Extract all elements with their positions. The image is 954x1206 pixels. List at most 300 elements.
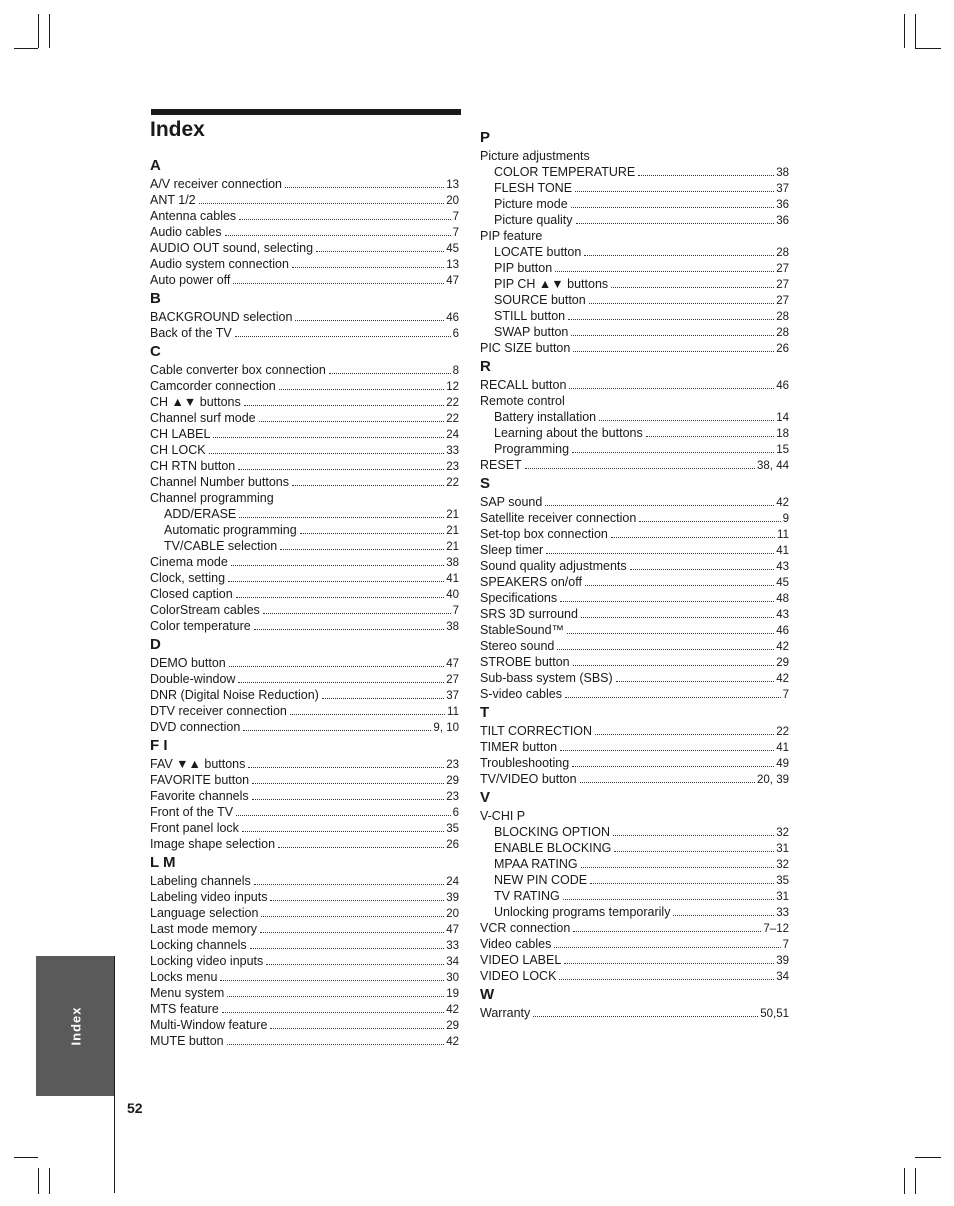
- index-entry: [150, 756, 459, 772]
- index-entry: [150, 618, 459, 634]
- dot-leader: [222, 1012, 444, 1013]
- dot-leader: [546, 553, 774, 554]
- entry-term: SAP sound: [480, 495, 543, 509]
- entry-page: 22: [446, 477, 459, 489]
- index-entry: [480, 526, 789, 542]
- dot-leader: [580, 782, 755, 783]
- entry-page: 46: [776, 380, 789, 392]
- entry-page: 20: [446, 908, 459, 920]
- entry-term: VIDEO LOCK: [480, 969, 557, 983]
- dot-leader: [630, 569, 775, 570]
- entry-page: 9, 10: [433, 722, 459, 734]
- title-rule: [151, 109, 461, 115]
- entry-term: Specifications: [480, 591, 558, 605]
- entry-page: 27: [776, 295, 789, 307]
- entry-page: 31: [776, 843, 789, 855]
- entry-term: PIP CH ▲▼ buttons: [494, 277, 609, 291]
- crop-mark: [915, 1157, 941, 1158]
- entry-term: DEMO button: [150, 656, 226, 670]
- entry-term: Cinema mode: [150, 555, 228, 569]
- entry-page: 29: [446, 775, 459, 787]
- entry-page: 8: [452, 365, 459, 377]
- entry-page: 50,51: [760, 1008, 789, 1020]
- entry-page: 11: [777, 529, 789, 541]
- entry-term: TV/CABLE selection: [164, 539, 278, 553]
- entry-page: 47: [446, 658, 459, 670]
- entry-page: 36: [776, 215, 789, 227]
- entry-term: FLESH TONE: [494, 181, 573, 195]
- entry-term: Set-top box connection: [480, 527, 608, 541]
- index-entry: [480, 638, 789, 654]
- entry-term: Automatic programming: [164, 523, 297, 537]
- section-letter: R: [480, 358, 491, 375]
- index-subentry: [480, 180, 789, 196]
- index-entry: [150, 655, 459, 671]
- index-entry: [150, 1017, 459, 1033]
- entry-term: CH ▲▼ buttons: [150, 395, 241, 409]
- dot-leader: [554, 947, 780, 948]
- entry-page: 42: [446, 1004, 459, 1016]
- dot-leader: [285, 187, 444, 188]
- dot-leader: [239, 219, 450, 220]
- index-entry: [150, 703, 459, 719]
- dot-leader: [260, 932, 444, 933]
- index-subentry: [150, 522, 459, 538]
- dot-leader: [322, 698, 444, 699]
- entry-term: Troubleshooting: [480, 756, 570, 770]
- dot-leader: [227, 1044, 445, 1045]
- index-entry: [480, 542, 789, 558]
- index-entry: [150, 719, 459, 735]
- entry-term: Auto power off: [150, 273, 231, 287]
- dot-leader: [525, 468, 755, 469]
- crop-mark: [904, 14, 905, 48]
- entry-term: Audio cables: [150, 225, 222, 239]
- index-entry: [150, 240, 459, 256]
- entry-page: 41: [446, 573, 459, 585]
- entry-term: ANT 1/2: [150, 193, 196, 207]
- entry-term: SPEAKERS on/off: [480, 575, 582, 589]
- index-entry: [150, 937, 459, 953]
- entry-page: 7: [782, 689, 789, 701]
- index-entry: [480, 1005, 789, 1021]
- entry-term: Front panel lock: [150, 821, 239, 835]
- crop-mark: [38, 1168, 39, 1194]
- entry-page: 38, 44: [757, 460, 789, 472]
- entry-term: SWAP button: [494, 325, 569, 339]
- index-subentry: [480, 196, 789, 212]
- index-entry: [480, 936, 789, 952]
- dot-leader: [673, 915, 774, 916]
- entry-page: 48: [776, 593, 789, 605]
- dot-leader: [279, 389, 444, 390]
- entry-page: 39: [446, 892, 459, 904]
- entry-page: 20, 39: [757, 774, 789, 786]
- index-entry: [150, 1033, 459, 1049]
- index-entry: [150, 985, 459, 1001]
- entry-term: ADD/ERASE: [164, 507, 237, 521]
- entry-page: 41: [776, 545, 789, 557]
- index-entry: [480, 574, 789, 590]
- entry-page: 29: [446, 1020, 459, 1032]
- index-entry: [150, 953, 459, 969]
- entry-term: PIP feature: [480, 229, 543, 243]
- dot-leader: [555, 271, 774, 272]
- dot-leader: [567, 633, 774, 634]
- entry-page: 33: [776, 907, 789, 919]
- entry-term: S-video cables: [480, 687, 562, 701]
- dot-leader: [572, 766, 774, 767]
- entry-page: 32: [776, 859, 789, 871]
- dot-leader: [233, 283, 444, 284]
- dot-leader: [599, 420, 774, 421]
- margin-rule: [114, 956, 115, 1193]
- entry-page: 13: [446, 259, 459, 271]
- entry-page: 43: [776, 561, 789, 573]
- dot-leader: [571, 207, 775, 208]
- crop-mark: [38, 14, 39, 48]
- index-entry: [480, 920, 789, 936]
- index-entry: [150, 490, 459, 506]
- entry-page: 39: [776, 955, 789, 967]
- dot-leader: [584, 255, 774, 256]
- index-entry: [150, 602, 459, 618]
- entry-term: Menu system: [150, 986, 225, 1000]
- entry-page: 6: [452, 807, 459, 819]
- index-subentry: [480, 441, 789, 457]
- entry-page: 35: [776, 875, 789, 887]
- dot-leader: [213, 437, 444, 438]
- entry-page: 47: [446, 924, 459, 936]
- index-entry: [150, 873, 459, 889]
- section-letter: V: [480, 789, 491, 806]
- section-letter: C: [150, 343, 161, 360]
- dot-leader: [585, 585, 774, 586]
- dot-leader: [259, 421, 445, 422]
- entry-page: 42: [446, 1036, 459, 1048]
- entry-term: Audio system connection: [150, 257, 289, 271]
- entry-page: 30: [446, 972, 459, 984]
- entry-term: Channel surf mode: [150, 411, 256, 425]
- index-subentry: [480, 308, 789, 324]
- index-entry: [150, 394, 459, 410]
- entry-page: 46: [446, 312, 459, 324]
- index-entry: [150, 969, 459, 985]
- entry-term: Sleep timer: [480, 543, 544, 557]
- dot-leader: [300, 533, 445, 534]
- entry-page: 26: [776, 343, 789, 355]
- entry-term: COLOR TEMPERATURE: [494, 165, 636, 179]
- entry-page: 41: [776, 742, 789, 754]
- entry-term: Satellite receiver connection: [480, 511, 637, 525]
- dot-leader: [614, 851, 774, 852]
- entry-page: 11: [447, 706, 459, 718]
- index-entry: [480, 755, 789, 771]
- entry-page: 33: [446, 940, 459, 952]
- dot-leader: [280, 549, 444, 550]
- index-entry: [150, 362, 459, 378]
- entry-page: 27: [776, 279, 789, 291]
- entry-page: 24: [446, 876, 459, 888]
- index-entry: [150, 687, 459, 703]
- dot-leader: [278, 847, 444, 848]
- dot-leader: [559, 979, 774, 980]
- index-entry: [480, 739, 789, 755]
- dot-leader: [573, 931, 761, 932]
- index-entry: [150, 1001, 459, 1017]
- entry-term: A/V receiver connection: [150, 177, 283, 191]
- entry-page: 23: [446, 791, 459, 803]
- index-entry: [150, 410, 459, 426]
- entry-page: 24: [446, 429, 459, 441]
- entry-term: TIMER button: [480, 740, 558, 754]
- dot-leader: [290, 714, 445, 715]
- dot-leader: [295, 320, 444, 321]
- index-entry: [150, 442, 459, 458]
- entry-page: 37: [776, 183, 789, 195]
- section-letter: S: [480, 475, 491, 492]
- crop-mark: [49, 1168, 50, 1194]
- index-entry: [150, 889, 459, 905]
- dot-leader: [242, 831, 444, 832]
- dot-leader: [560, 750, 774, 751]
- section-letter: A: [150, 157, 161, 174]
- dot-leader: [235, 336, 451, 337]
- dot-leader: [270, 1028, 444, 1029]
- index-entry: [480, 952, 789, 968]
- entry-term: NEW PIN CODE: [494, 873, 588, 887]
- index-entry: [480, 340, 789, 356]
- entry-term: Double-window: [150, 672, 236, 686]
- index-entry: [150, 208, 459, 224]
- entry-term: Clock, setting: [150, 571, 226, 585]
- dot-leader: [595, 734, 774, 735]
- entry-term: DVD connection: [150, 720, 241, 734]
- entry-term: ColorStream cables: [150, 603, 260, 617]
- dot-leader: [533, 1016, 758, 1017]
- entry-term: Favorite channels: [150, 789, 249, 803]
- entry-page: 21: [446, 525, 459, 537]
- entry-term: Channel programming: [150, 491, 274, 505]
- side-tab-label: Index: [68, 1006, 83, 1046]
- entry-page: 27: [776, 263, 789, 275]
- dot-leader: [575, 191, 774, 192]
- index-subentry: [480, 276, 789, 292]
- index-entry: [150, 820, 459, 836]
- dot-leader: [639, 521, 780, 522]
- index-entry: [480, 968, 789, 984]
- dot-leader: [545, 505, 774, 506]
- dot-leader: [573, 351, 774, 352]
- entry-term: VIDEO LABEL: [480, 953, 562, 967]
- entry-term: Multi-Window feature: [150, 1018, 268, 1032]
- entry-page: 26: [446, 839, 459, 851]
- dot-leader: [228, 581, 444, 582]
- dot-leader: [329, 373, 451, 374]
- dot-leader: [646, 436, 774, 437]
- entry-term: DNR (Digital Noise Reduction): [150, 688, 319, 702]
- entry-page: 13: [446, 179, 459, 191]
- dot-leader: [611, 537, 775, 538]
- section-letter: W: [480, 986, 495, 1003]
- index-entry: [480, 670, 789, 686]
- entry-term: CH RTN button: [150, 459, 236, 473]
- entry-term: Locks menu: [150, 970, 218, 984]
- entry-term: Sub-bass system (SBS): [480, 671, 613, 685]
- index-subentry: [480, 872, 789, 888]
- index-entry: [150, 458, 459, 474]
- dot-leader: [252, 783, 444, 784]
- entry-term: RECALL button: [480, 378, 567, 392]
- index-entry: [480, 558, 789, 574]
- index-entry: [480, 494, 789, 510]
- entry-page: 23: [446, 759, 459, 771]
- entry-term: Picture adjustments: [480, 149, 590, 163]
- entry-page: 7: [452, 211, 459, 223]
- dot-leader: [581, 867, 775, 868]
- entry-page: 15: [776, 444, 789, 456]
- entry-page: 22: [776, 726, 789, 738]
- entry-term: Video cables: [480, 937, 552, 951]
- section-letter: B: [150, 290, 161, 307]
- entry-term: Camcorder connection: [150, 379, 276, 393]
- entry-term: BLOCKING OPTION: [494, 825, 610, 839]
- dot-leader: [254, 884, 444, 885]
- entry-term: Stereo sound: [480, 639, 555, 653]
- dot-leader: [563, 899, 774, 900]
- entry-page: 45: [776, 577, 789, 589]
- entry-term: FAVORITE button: [150, 773, 250, 787]
- entry-page: 42: [776, 497, 789, 509]
- entry-page: 38: [776, 167, 789, 179]
- index-entry: [480, 457, 789, 473]
- dot-leader: [576, 223, 775, 224]
- entry-term: DTV receiver connection: [150, 704, 287, 718]
- section-letter: F I: [150, 737, 168, 754]
- dot-leader: [244, 405, 444, 406]
- dot-leader: [316, 251, 444, 252]
- entry-page: 21: [446, 509, 459, 521]
- entry-page: 47: [446, 275, 459, 287]
- entry-page: 12: [446, 381, 459, 393]
- dot-leader: [263, 613, 451, 614]
- dot-leader: [571, 335, 774, 336]
- index-entry: [150, 804, 459, 820]
- entry-term: StableSound™: [480, 623, 565, 637]
- crop-mark: [14, 48, 38, 49]
- dot-leader: [564, 963, 774, 964]
- dot-leader: [220, 980, 444, 981]
- entry-page: 42: [776, 641, 789, 653]
- entry-term: Color temperature: [150, 619, 251, 633]
- entry-term: MTS feature: [150, 1002, 219, 1016]
- dot-leader: [236, 815, 450, 816]
- dot-leader: [248, 767, 444, 768]
- entry-page: 22: [446, 413, 459, 425]
- entry-page: 7: [452, 605, 459, 617]
- dot-leader: [638, 175, 774, 176]
- index-entry: [150, 474, 459, 490]
- dot-leader: [568, 319, 774, 320]
- entry-page: 45: [446, 243, 459, 255]
- entry-page: 43: [776, 609, 789, 621]
- dot-leader: [209, 453, 445, 454]
- entry-term: VCR connection: [480, 921, 571, 935]
- index-entry: [480, 377, 789, 393]
- entry-page: 29: [776, 657, 789, 669]
- index-entry: [480, 228, 789, 244]
- dot-leader: [261, 916, 444, 917]
- entry-page: 38: [446, 621, 459, 633]
- dot-leader: [199, 203, 445, 204]
- entry-page: 7: [782, 939, 789, 951]
- entry-page: 40: [446, 589, 459, 601]
- entry-term: AUDIO OUT sound, selecting: [150, 241, 314, 255]
- entry-term: Language selection: [150, 906, 259, 920]
- entry-page: 46: [776, 625, 789, 637]
- dot-leader: [292, 267, 444, 268]
- dot-leader: [572, 452, 774, 453]
- index-entry: [480, 590, 789, 606]
- entry-term: TV/VIDEO button: [480, 772, 577, 786]
- dot-leader: [590, 883, 774, 884]
- entry-term: Sound quality adjustments: [480, 559, 627, 573]
- index-entry: [480, 606, 789, 622]
- dot-leader: [581, 617, 774, 618]
- entry-page: 37: [446, 690, 459, 702]
- entry-term: Warranty: [480, 1006, 531, 1020]
- dot-leader: [292, 485, 444, 486]
- index-entry: [150, 309, 459, 325]
- index-entry: [150, 272, 459, 288]
- index-entry: [150, 426, 459, 442]
- entry-term: Cable converter box connection: [150, 363, 326, 377]
- entry-term: Locking channels: [150, 938, 247, 952]
- entry-term: Back of the TV: [150, 326, 232, 340]
- section-letter: P: [480, 129, 491, 146]
- crop-mark: [49, 14, 50, 48]
- index-entry: [480, 723, 789, 739]
- entry-term: PIP button: [494, 261, 553, 275]
- dot-leader: [238, 469, 444, 470]
- entry-page: 7–12: [763, 923, 789, 935]
- index-subentry: [480, 260, 789, 276]
- index-entry: [150, 570, 459, 586]
- entry-term: Learning about the buttons: [494, 426, 643, 440]
- dot-leader: [611, 287, 774, 288]
- dot-leader: [569, 388, 774, 389]
- entry-page: 7: [452, 227, 459, 239]
- dot-leader: [238, 682, 444, 683]
- index-subentry: [480, 425, 789, 441]
- entry-page: 14: [776, 412, 789, 424]
- entry-term: FAV ▼▲ buttons: [150, 757, 246, 771]
- entry-term: Battery installation: [494, 410, 597, 424]
- index-entry: [480, 686, 789, 702]
- entry-term: Programming: [494, 442, 570, 456]
- section-letter: T: [480, 704, 490, 721]
- index-entry: [150, 671, 459, 687]
- entry-term: PIC SIZE button: [480, 341, 571, 355]
- entry-term: ENABLE BLOCKING: [494, 841, 612, 855]
- entry-term: Remote control: [480, 394, 565, 408]
- index-entry: [150, 224, 459, 240]
- dot-leader: [565, 697, 781, 698]
- crop-mark: [915, 14, 916, 48]
- dot-leader: [229, 666, 444, 667]
- index-entry: [480, 771, 789, 787]
- entry-page: 36: [776, 199, 789, 211]
